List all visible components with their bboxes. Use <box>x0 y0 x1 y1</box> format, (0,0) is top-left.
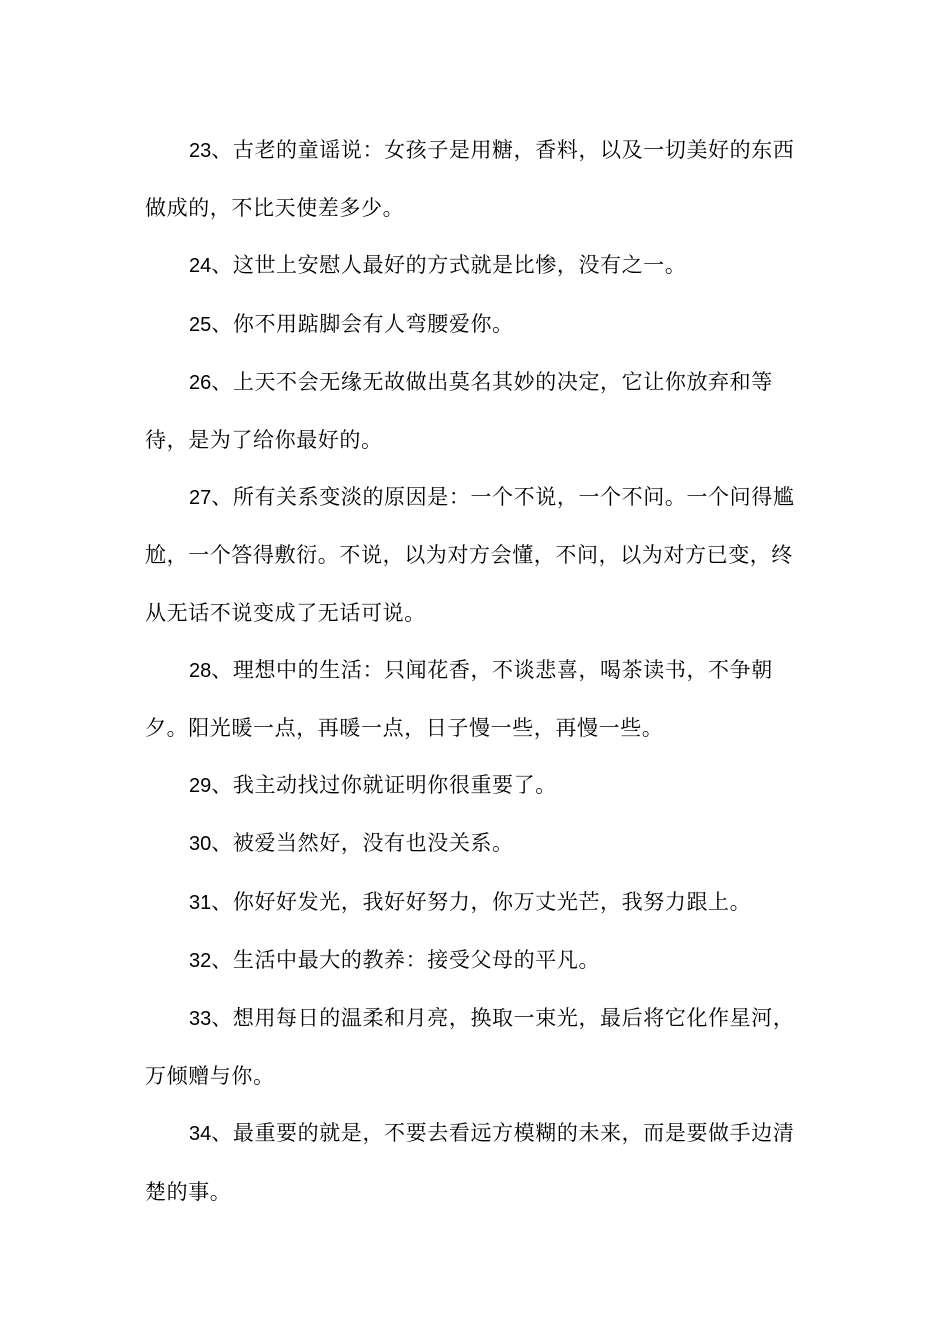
paragraph-text: 、想用每日的温柔和月亮，换取一束光，最后将它化作星河，万倾赠与你。 <box>145 1006 795 1089</box>
paragraph-34 <box>145 1105 810 1220</box>
paragraph-text: 、我主动找过你就证明你很重要了。 <box>211 773 557 798</box>
paragraph-number: 23 <box>189 140 212 162</box>
paragraph-text: 、上天不会无缘无故做出莫名其妙的决定，它让你放弃和等待，是为了给你最好的。 <box>145 369 773 453</box>
paragraph-number: 25 <box>189 313 212 336</box>
paragraph-text: 、最重要的就是，不要去看远方模糊的未来，而是要做手边清楚的事。 <box>145 1121 795 1204</box>
paragraph-text: 、所有关系变淡的原因是：一个不说，一个不问。一个问得尴尬，一个答得敷衍。不说，以为对方会懂，不问，以为对方已变，终从无话不说变成了无话可说。 <box>145 485 795 625</box>
paragraph-number: 27 <box>189 487 212 510</box>
paragraph-text: 、理想中的生活：只闻花香，不谈悲喜，喝茶读书，不争朝夕。阳光暖一点，再暖一点，日子慢一些，再慢一些。 <box>145 657 773 741</box>
document-body <box>145 122 810 1221</box>
paragraph-number: 28 <box>189 659 212 682</box>
paragraph-number: 33 <box>189 1008 212 1031</box>
paragraph-text: 、你好好发光，我好好努力，你万丈光芒，我努力跟上。 <box>211 889 752 914</box>
paragraph-number: 24 <box>189 255 212 278</box>
paragraph-number: 32 <box>189 949 212 972</box>
paragraph-28 <box>145 642 810 757</box>
paragraph-number: 34 <box>189 1123 212 1146</box>
paragraph-30 <box>145 815 810 873</box>
paragraph-27 <box>145 469 810 642</box>
paragraph-33 <box>145 990 810 1105</box>
paragraph-32 <box>145 932 810 990</box>
paragraph-26 <box>145 354 810 469</box>
paragraph-23 <box>145 122 810 237</box>
paragraph-text: 、被爱当然好，没有也没关系。 <box>211 831 514 856</box>
paragraph-number: 31 <box>189 891 212 914</box>
paragraph-text: 、你不用踮脚会有人弯腰爱你。 <box>211 311 514 336</box>
paragraph-number: 29 <box>189 775 212 798</box>
paragraph-25 <box>145 296 810 354</box>
paragraph-number: 30 <box>189 833 212 856</box>
paragraph-text: 、古老的童谣说：女孩子是用糖，香料，以及一切美好的东西做成的，不比天使差多少。 <box>145 138 795 221</box>
paragraph-text: 、生活中最大的教养：接受父母的平凡。 <box>211 947 601 972</box>
paragraph-24 <box>145 237 810 295</box>
paragraph-number: 26 <box>189 371 212 394</box>
paragraph-31 <box>145 874 810 932</box>
paragraph-29 <box>145 757 810 815</box>
paragraph-text: 、这世上安慰人最好的方式就是比惨，没有之一。 <box>211 253 687 278</box>
